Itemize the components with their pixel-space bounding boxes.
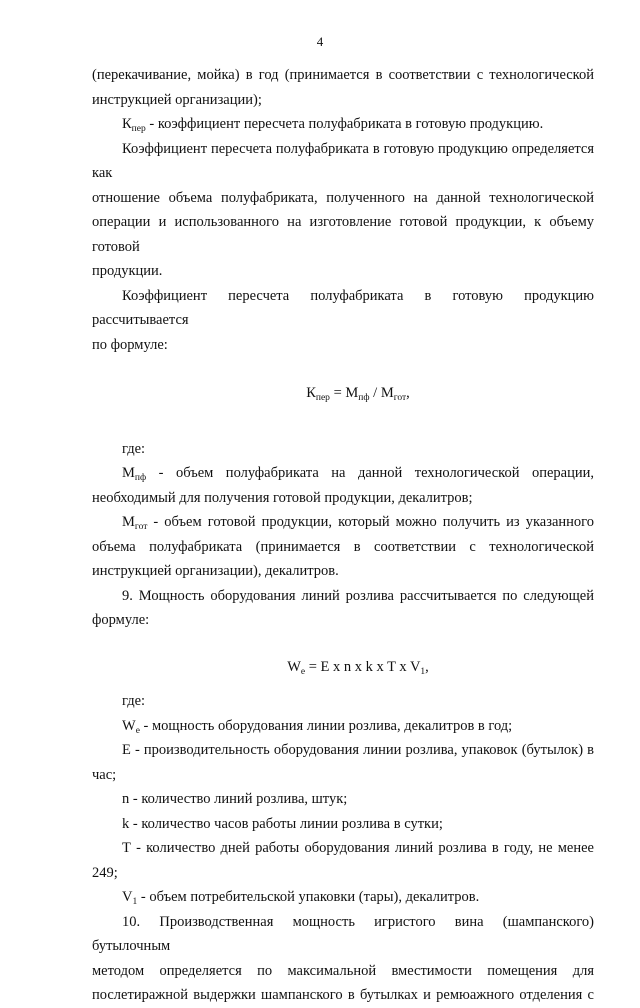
symbol: К <box>122 116 132 132</box>
text-line: отношение объема полуфабриката, полученного на данной технологической <box>92 189 594 206</box>
formula-we: $W_e = E$ x n x k x T x $V_1$, <box>287 658 429 677</box>
formula-kper: $К_{пер} = М_{пф} / М_{гот}$, <box>306 385 410 403</box>
where-label: где: <box>122 440 146 457</box>
text-line: операции и использованного на изготовление готовой продукции, к объему готовой <box>92 214 594 255</box>
document-body <box>92 63 594 1008</box>
text-line: (перекачивание, мойка) в год (принимается в соответствии с технологической <box>92 67 594 83</box>
definition-text: - коэффициент пересчета полуфабриката в готовую продукцию. <box>145 116 544 132</box>
symbol-subscript: пер <box>131 124 146 134</box>
text-line: продукции. <box>92 263 163 279</box>
definition-kper <box>92 112 594 137</box>
text-line: 10. Производственная мощность игристого вина (шампанского) бутылочным <box>92 913 594 954</box>
text-line: необходимый для получения готовой продукции, декалитров; <box>92 489 473 506</box>
text-line: Коэффициент пересчета полуфабриката в готовую продукцию определяется как <box>92 140 594 181</box>
definition-n: n - количество линий розлива, штук; <box>122 791 348 807</box>
text-line: формуле: <box>92 612 150 628</box>
definition-k: k - количество часов работы линии розлива в сутки; <box>122 815 443 832</box>
definition-v1: $V_1$ - объем потребительской упаковки (тары), декалитров. <box>122 889 480 907</box>
text-line: Коэффициент пересчета полуфабриката в готовую продукцию рассчитывается <box>92 287 594 328</box>
text-line: методом определяется по максимальной вместимости помещения для <box>92 962 594 979</box>
text-line: инструкцией организации), декалитров. <box>92 563 339 579</box>
definition-mgot: $М_{гот}$ - объем готовой продукции, который можно получить из указанного <box>122 514 594 532</box>
text-line: 9. Мощность оборудования линий розлива рассчитывается по следующей <box>122 587 594 604</box>
text-line: объема полуфабриката (принимается в соответствии с технологической <box>92 538 594 555</box>
text-line: по формуле: <box>92 336 168 353</box>
page-number: 4 <box>316 34 324 49</box>
definition-e: Е - производительность оборудования линии розлива, упаковок (бутылок) в час; <box>92 742 594 783</box>
definition-t: Т - количество дней работы оборудования линий розлива в году, не менее 249; <box>92 840 594 881</box>
text-line: послетиражной выдержки шампанского в бутылках и ремюажного отделения с <box>92 987 594 1003</box>
text-line: инструкцией организации); <box>92 91 262 108</box>
where-label: где: <box>122 693 146 709</box>
definition-mpf: $М_{пф}$ - объем полуфабриката на данной технологической операции, <box>122 465 594 483</box>
definition-we: $W_e$ - мощность оборудования линии розлива, декалитров в год; <box>122 717 513 736</box>
